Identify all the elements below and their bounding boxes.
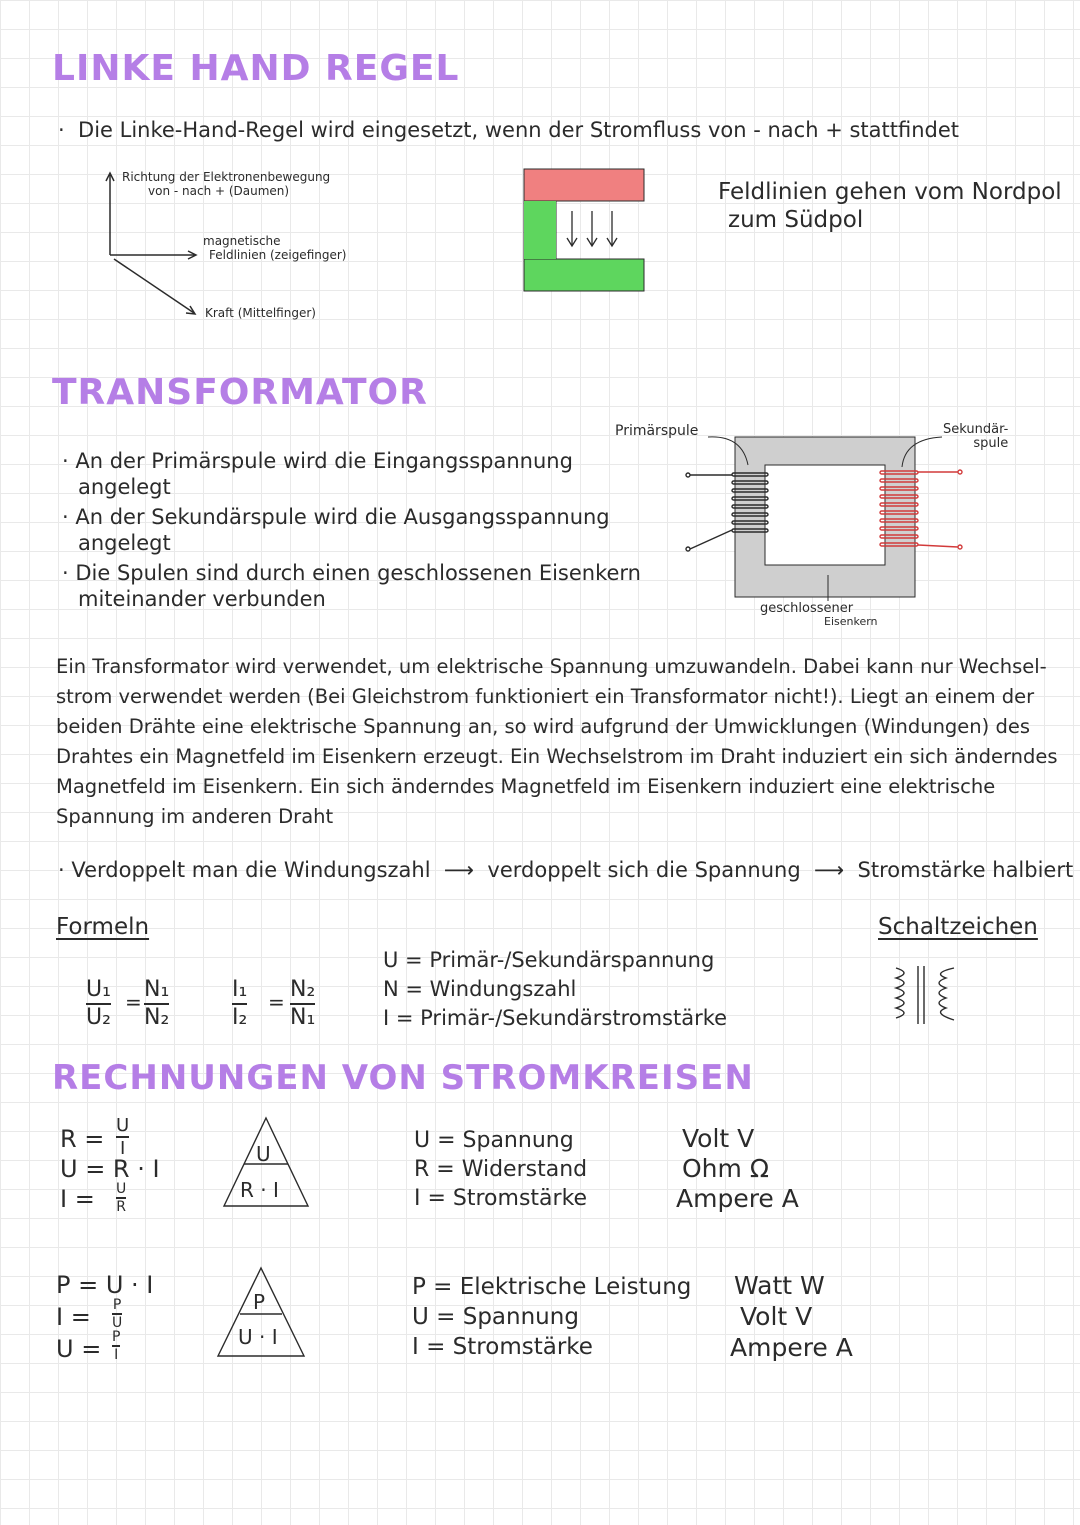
legend-i-stromstaerke: I = Stromstärke bbox=[414, 1186, 588, 1211]
fraction-u-over-i bbox=[116, 1116, 129, 1158]
legend-current: I = Primär-/Sekundärstromstärke bbox=[383, 1006, 728, 1030]
fraction-denominator: I₂ bbox=[232, 1005, 248, 1030]
equals-sign: = bbox=[125, 990, 142, 1014]
field-note-line1: Feldlinien gehen vom Nordpol bbox=[718, 179, 1062, 205]
triangle-bottom-ui: U · I bbox=[238, 1325, 278, 1349]
formula-i2-label: I = bbox=[56, 1303, 91, 1331]
fraction-numerator: U₁ bbox=[86, 977, 111, 1002]
equals-sign: = bbox=[268, 990, 285, 1014]
fraction-numerator: N₁ bbox=[144, 977, 170, 1002]
fraction-denominator: N₁ bbox=[290, 1005, 316, 1030]
label-secondary-coil bbox=[943, 423, 1008, 451]
magnet-diagram bbox=[520, 165, 650, 295]
bullet-primary-line1: An der Primärspule wird die Eingangsspannung bbox=[75, 449, 573, 473]
power-legend bbox=[412, 1272, 691, 1362]
triangle-top-u: U bbox=[256, 1142, 271, 1166]
formula-r-label: R = bbox=[60, 1125, 105, 1153]
section-title-transformator: TRANSFORMATOR bbox=[52, 372, 428, 413]
bullet-intro: · Die Linke-Hand-Regel wird eingesetzt, wenn der Stromfluss von - nach + stattfindet bbox=[58, 118, 959, 142]
axis-label-electron-line1: Richtung der Elektronenbewegung bbox=[122, 170, 331, 184]
field-note-line2: zum Südpol bbox=[728, 207, 864, 233]
paragraph-line: beiden Drähte eine elektrische Spannung an, so wird aufgrund der Umwicklungen (Windungen) des bbox=[56, 715, 1031, 738]
fraction-numerator: P bbox=[112, 1297, 122, 1313]
fraction-numerator: I₁ bbox=[232, 977, 248, 1002]
axis-label-electron-line2: von - nach + (Daumen) bbox=[148, 184, 290, 198]
unit-watt: Watt W bbox=[734, 1271, 825, 1300]
triangle-top-p: P bbox=[253, 1290, 266, 1314]
section-title-rechnungen: RECHNUNGEN VON STROMKREISEN bbox=[52, 1058, 754, 1098]
label-core-line1: geschlossener bbox=[760, 601, 854, 616]
bullet-core-line2: miteinander verbunden bbox=[78, 587, 326, 611]
legend-i-stromstaerke: I = Stromstärke bbox=[412, 1334, 593, 1360]
label-secondary-line1: Sekundär- bbox=[943, 422, 1009, 437]
ohm-legend bbox=[414, 1126, 587, 1213]
heading-schaltzeichen: Schaltzeichen bbox=[878, 914, 1038, 940]
unit-ohm: Ohm Ω bbox=[682, 1154, 769, 1183]
bullet-secondary-line1: An der Sekundärspule wird die Ausgangsspannung bbox=[75, 505, 610, 529]
bullet-primary: · An der Primärspule wird die Eingangsspannung bbox=[62, 449, 573, 473]
fraction-p-over-i bbox=[112, 1330, 120, 1362]
axis-label-field-line1: magnetische bbox=[203, 234, 281, 248]
paragraph-line: strom verwendet werden (Bei Gleichstrom funktioniert ein Transformator nicht!). Liegt an einem der bbox=[56, 685, 1035, 708]
bullet-core-line1: Die Spulen sind durch einen geschlossenen Eisenkern bbox=[75, 561, 641, 585]
triangle-bottom-ri: R · I bbox=[240, 1178, 279, 1202]
legend-windings: N = Windungszahl bbox=[383, 977, 577, 1001]
paragraph-line: Ein Transformator wird verwendet, um elektrische Spannung umzuwandeln. Dabei kann nur Wechsel- bbox=[56, 655, 1047, 678]
formula-i-label: I = bbox=[60, 1185, 95, 1213]
bullet-primary-line2: angelegt bbox=[78, 475, 171, 499]
rule-part-voltage: verdoppelt sich die Spannung bbox=[487, 858, 801, 882]
bullet-core: · Die Spulen sind durch einen geschlossenen Eisenkern bbox=[62, 561, 641, 585]
transformer-symbol-icon bbox=[888, 962, 964, 1028]
axis-label-field-lines bbox=[203, 234, 346, 262]
fraction-denominator: I bbox=[119, 1138, 126, 1159]
rule-part-current: Stromstärke halbiert bbox=[857, 858, 1074, 882]
fraction-denominator: U bbox=[112, 1315, 123, 1331]
formula-u-eq-r-i: U = R · I bbox=[60, 1155, 160, 1183]
unit-ampere: Ampere A bbox=[676, 1184, 799, 1213]
unit-ampere: Ampere A bbox=[730, 1333, 853, 1362]
ohm-units bbox=[676, 1124, 799, 1214]
fraction-numerator: P bbox=[112, 1329, 121, 1345]
bullet-secondary-line2: angelegt bbox=[78, 531, 171, 555]
label-secondary-line2: spule bbox=[973, 436, 1009, 451]
rule-part-windings: Verdoppelt man die Windungszahl bbox=[71, 858, 431, 882]
label-core-line2: Eisenkern bbox=[824, 615, 878, 628]
bullet-secondary: · An der Sekundärspule wird die Ausgangsspannung bbox=[62, 505, 610, 529]
fraction-denominator: R bbox=[116, 1199, 126, 1215]
legend-p-leistung: P = Elektrische Leistung bbox=[412, 1274, 692, 1300]
legend-voltage: U = Primär-/Sekundärspannung bbox=[383, 948, 715, 972]
fraction-numerator: N₂ bbox=[290, 977, 316, 1002]
transformer-paragraph bbox=[56, 652, 1058, 832]
fraction-i1-i2 bbox=[232, 978, 247, 1030]
legend-u-spannung: U = Spannung bbox=[414, 1128, 574, 1153]
axis-label-field-line2: Feldlinien (zeigefinger) bbox=[209, 248, 347, 262]
arrow-right-icon: ⟶ bbox=[807, 858, 851, 882]
transformer-legend bbox=[383, 946, 727, 1033]
fraction-u-over-r bbox=[116, 1182, 126, 1214]
winding-rule: · Verdoppelt man die Windungszahl ⟶ verdoppelt sich die Spannung ⟶ Stromstärke halbiert bbox=[58, 858, 1074, 882]
fraction-numerator: U bbox=[116, 1181, 127, 1197]
intro-text: Die Linke-Hand-Regel wird eingesetzt, wenn der Stromfluss von - nach + stattfindet bbox=[78, 118, 959, 142]
fraction-denominator: I bbox=[114, 1347, 119, 1363]
heading-formeln: Formeln bbox=[56, 914, 150, 940]
paragraph-line: Spannung im anderen Draht bbox=[56, 805, 334, 828]
fraction-denominator: U₂ bbox=[86, 1005, 111, 1030]
axis-label-electron-direction bbox=[122, 170, 330, 198]
fraction-n1-n2 bbox=[144, 978, 169, 1030]
fraction-denominator: N₂ bbox=[144, 1005, 170, 1030]
axis-label-force: Kraft (Mittelfinger) bbox=[205, 306, 316, 320]
legend-u-spannung: U = Spannung bbox=[412, 1304, 579, 1330]
power-units bbox=[730, 1270, 853, 1363]
label-iron-core bbox=[760, 602, 878, 628]
fraction-p-over-u bbox=[112, 1298, 122, 1330]
paragraph-line: Drahtes ein Magnetfeld im Eisenkern erzeugt. Ein Wechselstrom im Draht induziert ein sich änderndes bbox=[56, 745, 1058, 768]
formula-u2-label: U = bbox=[56, 1335, 102, 1363]
arrow-right-icon: ⟶ bbox=[437, 858, 481, 882]
paragraph-line: Magnetfeld im Eisenkern. Ein sich änderndes Magnetfeld im Eisenkern induziert eine elektrische bbox=[56, 775, 996, 798]
unit-volt: Volt V bbox=[682, 1124, 755, 1153]
legend-r-widerstand: R = Widerstand bbox=[414, 1157, 588, 1182]
section-title-linke-hand-regel: LINKE HAND REGEL bbox=[52, 48, 460, 89]
fraction-numerator: U bbox=[116, 1115, 130, 1136]
formula-p-eq-u-i: P = U · I bbox=[56, 1271, 154, 1299]
transformer-bullets bbox=[62, 446, 641, 614]
transformer-diagram bbox=[680, 422, 1010, 610]
fraction-n2-n1 bbox=[290, 978, 315, 1030]
label-primary-coil: Primärspule bbox=[615, 423, 699, 439]
fraction-u1-u2 bbox=[86, 978, 111, 1030]
field-direction-note bbox=[718, 178, 1062, 234]
unit-volt: Volt V bbox=[740, 1302, 813, 1331]
field-line-arrows bbox=[567, 211, 617, 246]
